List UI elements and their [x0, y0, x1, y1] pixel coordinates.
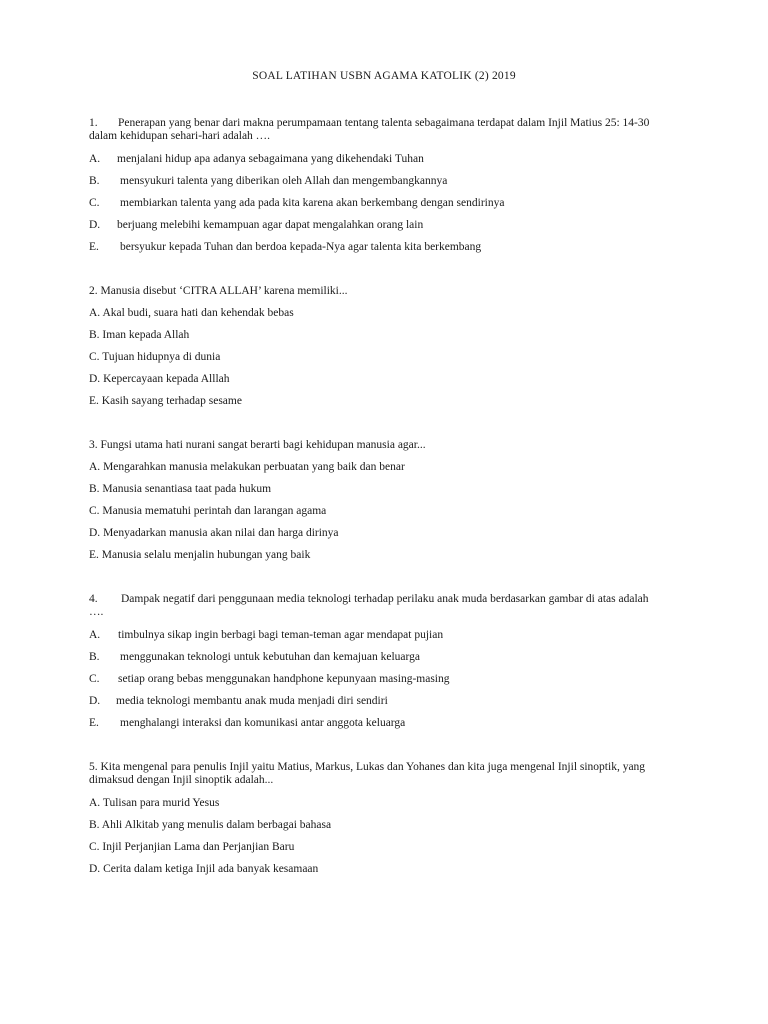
question-2-option-e — [89, 395, 664, 408]
question-5-option-d — [89, 863, 664, 876]
question-3-option-c — [89, 505, 664, 518]
option-text: bersyukur kepada Tuhan dan berdoa kepada-Nya agar talenta kita berkembang — [120, 241, 482, 253]
option-text: Iman kepada Allah — [102, 329, 190, 341]
question-2-option-c — [89, 351, 664, 364]
question-1-option-d — [89, 219, 664, 232]
question-3-text: Fungsi utama hati nurani sangat berarti bagi kehidupan manusia agar... — [100, 439, 426, 451]
question-2-option-b — [89, 329, 664, 342]
question-4-option-b — [89, 651, 664, 664]
option-text: Manusia mematuhi perintah dan larangan agama — [102, 505, 327, 517]
question-2-number: 2. — [89, 285, 98, 297]
option-text: Mengarahkan manusia melakukan perbuatan yang baik dan benar — [103, 461, 405, 473]
option-label: E. — [89, 241, 99, 253]
question-3-number: 3. — [89, 439, 98, 451]
option-text: menggunakan teknologi untuk kebutuhan dan kemajuan keluarga — [120, 651, 420, 663]
question-1-number: 1. — [89, 117, 98, 129]
question-3-option-b — [89, 483, 664, 496]
option-text: mensyukuri talenta yang diberikan oleh Allah dan mengembangkannya — [120, 175, 448, 187]
option-label: C. — [89, 673, 100, 685]
option-label: A. — [89, 153, 101, 165]
question-4-option-d — [89, 695, 664, 708]
question-4-option-e — [89, 717, 664, 730]
option-text: Akal budi, suara hati dan kehendak bebas — [102, 307, 294, 319]
option-text: Injil Perjanjian Lama dan Perjanjian Baru — [102, 841, 295, 853]
question-2-option-a — [89, 307, 664, 320]
option-label: D. — [89, 695, 101, 707]
option-text: timbulnya sikap ingin berbagi bagi teman-teman agar mendapat pujian — [118, 629, 444, 641]
question-1-option-c — [89, 197, 664, 210]
option-text: menghalangi interaksi dan komunikasi antar anggota keluarga — [120, 717, 406, 729]
option-label: C. — [89, 351, 100, 363]
option-label: B. — [89, 483, 100, 495]
question-4-option-c — [89, 673, 664, 686]
option-label: B. — [89, 175, 100, 187]
option-text: Tujuan hidupnya di dunia — [102, 351, 221, 363]
option-label: A. — [89, 629, 101, 641]
question-3-option-e — [89, 549, 664, 562]
question-4 — [89, 593, 664, 619]
question-5-option-c — [89, 841, 664, 854]
question-5-number: 5. — [89, 761, 98, 773]
question-5-option-b — [89, 819, 664, 832]
option-text: membiarkan talenta yang ada pada kita karena akan berkembang dengan sendirinya — [120, 197, 505, 209]
option-label: C. — [89, 505, 100, 517]
question-4-option-a — [89, 629, 664, 642]
option-text: Kepercayaan kepada Alllah — [103, 373, 230, 385]
question-5-text: Kita mengenal para penulis Injil yaitu Matius, Markus, Lukas dan Yohanes dan kita juga mengenal Injil sinoptik, yang dimaksud dengan Injil sinoptik adalah... — [89, 761, 646, 786]
question-3 — [89, 439, 664, 452]
option-text: setiap orang bebas menggunakan handphone kepunyaan masing-masing — [118, 673, 450, 685]
question-2-text: Manusia disebut ‘CITRA ALLAH’ karena memiliki... — [100, 285, 348, 297]
option-label: C. — [89, 197, 100, 209]
question-2-option-d — [89, 373, 664, 386]
question-5 — [89, 761, 664, 787]
option-label: B. — [89, 819, 100, 831]
option-label: D. — [89, 863, 101, 875]
option-text: Tulisan para murid Yesus — [102, 797, 220, 809]
option-text: Kasih sayang terhadap sesame — [101, 395, 242, 407]
option-text: Ahli Alkitab yang menulis dalam berbagai bahasa — [101, 819, 332, 831]
question-1-option-e — [89, 241, 664, 254]
option-label: E. — [89, 395, 99, 407]
question-2 — [89, 285, 664, 298]
option-label: B. — [89, 651, 100, 663]
question-1 — [89, 117, 664, 143]
option-label: B. — [89, 329, 100, 341]
question-4-number: 4. — [89, 593, 98, 605]
question-1-option-a — [89, 153, 664, 166]
option-label: A. — [89, 461, 101, 473]
option-label: A. — [89, 307, 101, 319]
question-3-option-d — [89, 527, 664, 540]
option-label: D. — [89, 219, 101, 231]
option-label: D. — [89, 373, 101, 385]
option-label: E. — [89, 717, 99, 729]
question-1-option-b — [89, 175, 664, 188]
question-4-text: Dampak negatif dari penggunaan media teknologi terhadap perilaku anak muda berdasarkan gambar di atas adalah …. — [89, 593, 649, 618]
question-5-option-a — [89, 797, 664, 810]
question-3-option-a — [89, 461, 664, 474]
option-text: Menyadarkan manusia akan nilai dan harga dirinya — [103, 527, 339, 539]
option-text: Manusia selalu menjalin hubungan yang baik — [101, 549, 311, 561]
option-text: Manusia senantiasa taat pada hukum — [102, 483, 272, 495]
option-text: menjalani hidup apa adanya sebagaimana yang dikehendaki Tuhan — [117, 153, 424, 165]
option-label: A. — [89, 797, 101, 809]
option-label: D. — [89, 527, 101, 539]
option-text: Cerita dalam ketiga Injil ada banyak kesamaan — [103, 863, 319, 875]
document-title: SOAL LATIHAN USBN AGAMA KATOLIK (2) 2019 — [252, 70, 516, 82]
option-label: E. — [89, 549, 99, 561]
question-1-text: Penerapan yang benar dari makna perumpamaan tentang talenta sebagaimana terdapat dalam Injil Matius 25: 14-30 dalam kehidupan sehari-hari adalah …. — [89, 117, 650, 142]
option-text: media teknologi membantu anak muda menjadi diri sendiri — [116, 695, 388, 707]
option-label: C. — [89, 841, 100, 853]
option-text: berjuang melebihi kemampuan agar dapat mengalahkan orang lain — [117, 219, 424, 231]
